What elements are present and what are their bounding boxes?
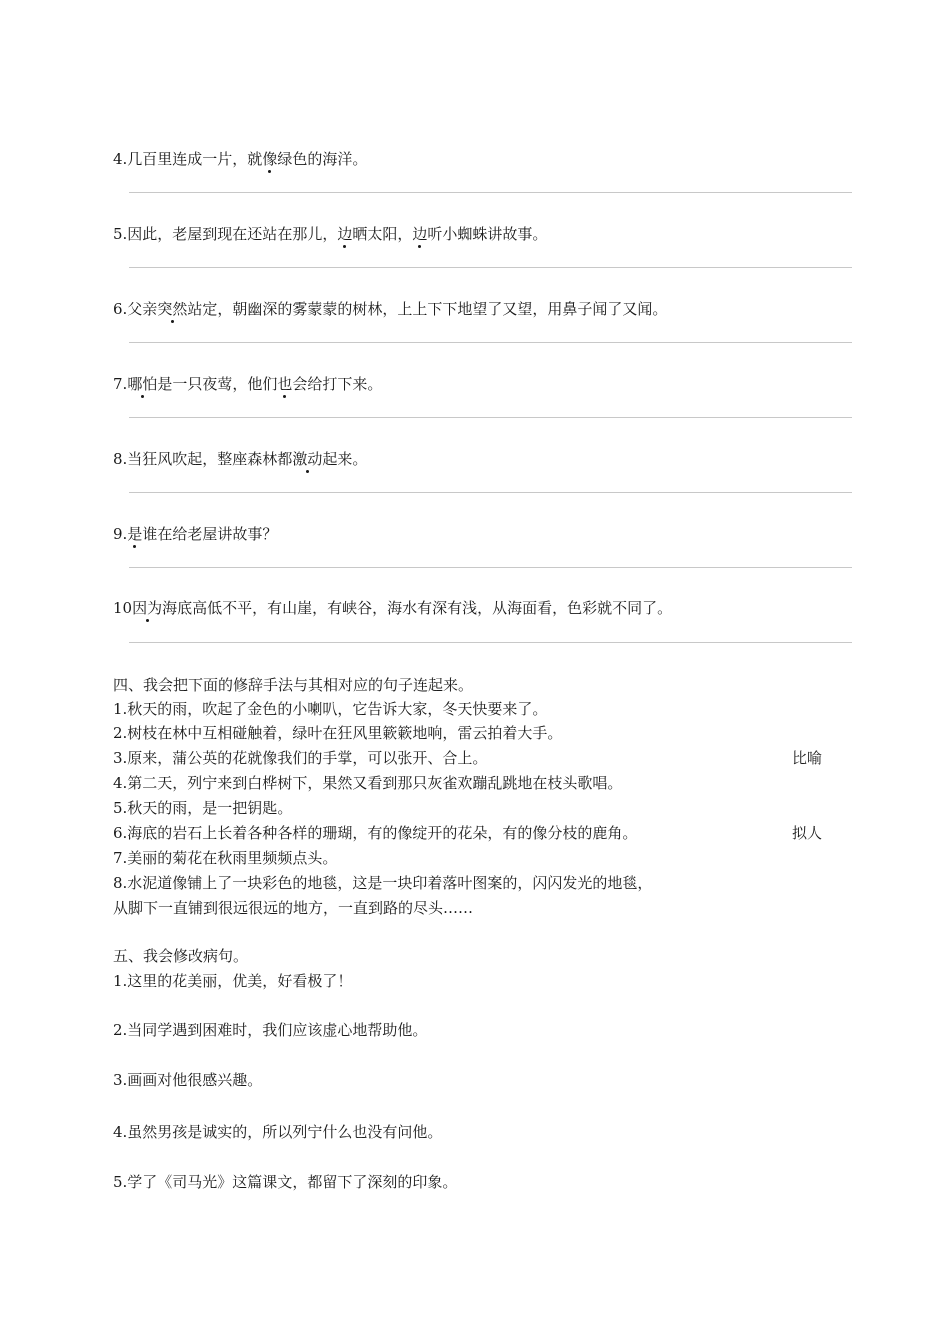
matching-sentence-5: 5.秋天的雨，是一把钥匙。	[113, 799, 293, 817]
answer-line[interactable]	[129, 642, 852, 643]
question-9	[113, 523, 853, 545]
answer-line[interactable]	[129, 267, 852, 268]
question-text: 9.是谁在给老屋讲故事？	[113, 525, 278, 543]
question-10	[113, 597, 853, 619]
question-text: 5.因此，老屋到现在还站在那儿，边晒太阳，边听小蜘蛛讲故事。	[113, 225, 548, 243]
question-4	[113, 148, 853, 170]
answer-line[interactable]	[129, 417, 852, 418]
question-text: 6.父亲突然站定，朝幽深的雾蒙蒙的树林，上上下下地望了又望，用鼻子闻了又闻。	[113, 300, 668, 318]
matching-sentence-1: 1.秋天的雨，吹起了金色的小喇叭，它告诉大家，冬天快要来了。	[113, 700, 548, 718]
faulty-sentence-2: 2.当同学遇到困难时，我们应该虚心地帮助他。	[113, 1021, 428, 1039]
question-5	[113, 223, 853, 245]
question-7	[113, 373, 853, 395]
faulty-sentence-1: 1.这里的花美丽，优美，好看极了！	[113, 972, 353, 990]
option-personification[interactable]: 拟人	[792, 824, 823, 842]
matching-sentence-6: 6.海底的岩石上长着各种各样的珊瑚，有的像绽开的花朵，有的像分枝的鹿角。	[113, 824, 638, 842]
faulty-sentence-4: 4.虽然男孩是诚实的，所以列宁什么也没有问他。	[113, 1123, 443, 1141]
faulty-sentence-3: 3.画画对他很感兴趣。	[113, 1071, 263, 1089]
matching-sentence-3: 3.原来，蒲公英的花就像我们的手掌，可以张开、合上。	[113, 749, 488, 767]
section-5-heading: 五、我会修改病句。	[113, 947, 249, 965]
answer-line[interactable]	[129, 567, 852, 568]
matching-sentence-8-cont: 从脚下一直铺到很远很远的地方，一直到路的尽头……	[113, 899, 474, 917]
answer-line[interactable]	[129, 492, 852, 493]
matching-sentence-8: 8.水泥道像铺上了一块彩色的地毯，这是一块印着落叶图案的，闪闪发光的地毯，	[113, 874, 653, 892]
question-text: 8.当狂风吹起，整座森林都激动起来。	[113, 450, 368, 468]
section-4-heading: 四、我会把下面的修辞手法与其相对应的句子连起来。	[113, 676, 474, 694]
faulty-sentence-5: 5.学了《司马光》这篇课文，都留下了深刻的印象。	[113, 1173, 458, 1191]
matching-sentence-7: 7.美丽的菊花在秋雨里频频点头。	[113, 849, 338, 867]
question-text: 10因为海底高低不平，有山崖，有峡谷，海水有深有浅，从海面看，色彩就不同了。	[113, 599, 673, 617]
question-8	[113, 448, 853, 470]
answer-line[interactable]	[129, 342, 852, 343]
question-text: 4.几百里连成一片，就像绿色的海洋。	[113, 150, 368, 168]
question-6	[113, 298, 853, 320]
matching-sentence-2: 2.树枝在林中互相碰触着，绿叶在狂风里簌簌地响，雷云拍着大手。	[113, 724, 563, 742]
answer-line[interactable]	[129, 192, 852, 193]
option-metaphor[interactable]: 比喻	[792, 749, 823, 767]
question-text: 7.哪怕是一只夜莺，他们也会给打下来。	[113, 375, 383, 393]
matching-sentence-4: 4.第二天，列宁来到白桦树下，果然又看到那只灰雀欢蹦乱跳地在枝头歌唱。	[113, 774, 623, 792]
